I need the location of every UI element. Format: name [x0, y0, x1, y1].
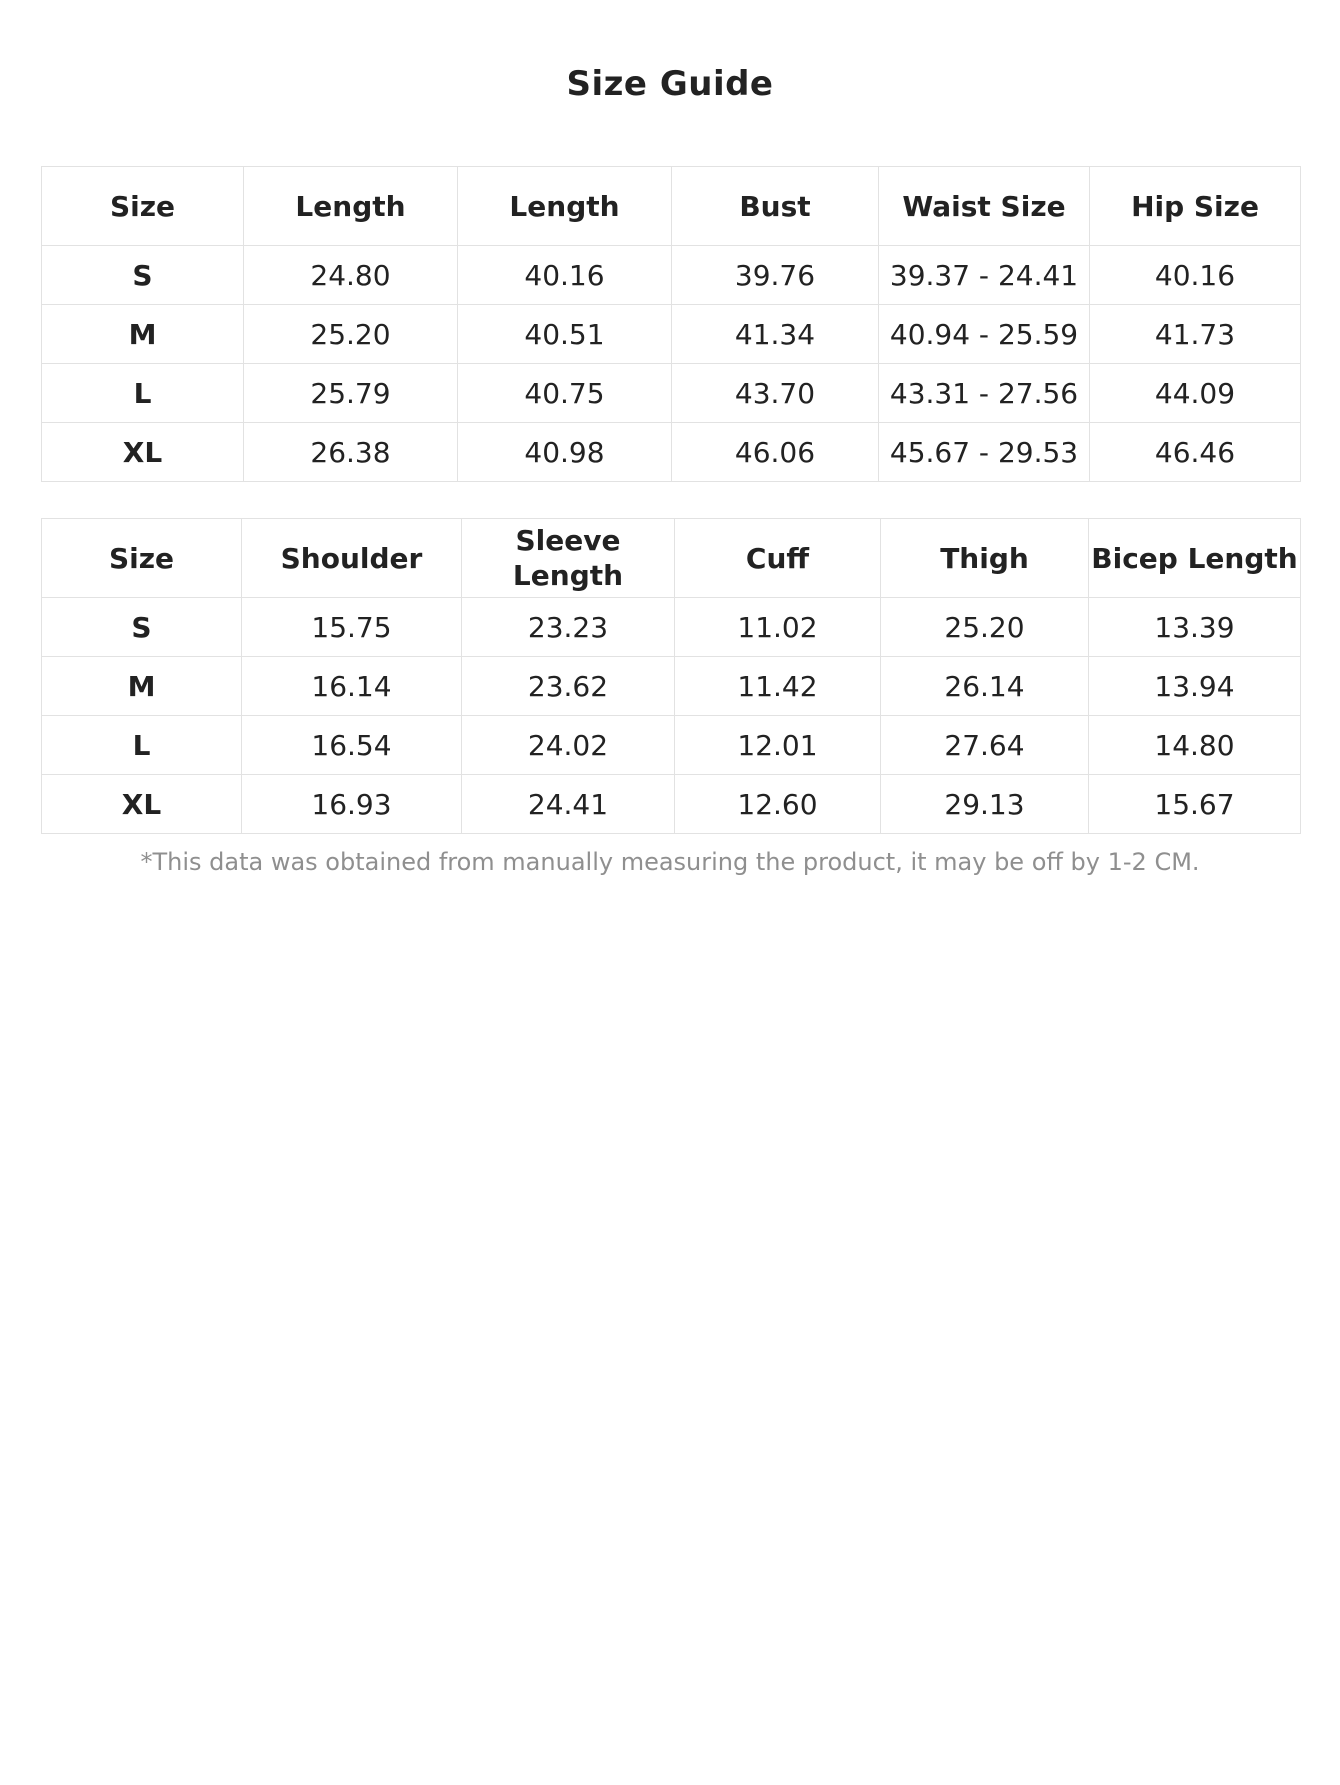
column-header-cuff: Cuff	[675, 519, 881, 598]
column-header-waist-size: Waist Size	[879, 167, 1090, 246]
table-cell: 23.62	[462, 657, 675, 716]
table-cell: 41.73	[1090, 305, 1301, 364]
table-cell: 26.14	[881, 657, 1089, 716]
table-cell: 13.94	[1089, 657, 1301, 716]
table-header-row	[42, 167, 1301, 246]
table-cell: 29.13	[881, 775, 1089, 834]
table-cell: 25.20	[881, 598, 1089, 657]
table-cell: 40.98	[458, 423, 672, 482]
column-header-bicep-length: Bicep Length	[1089, 519, 1301, 598]
table-cell: 39.76	[672, 246, 879, 305]
size-table-main	[41, 166, 1301, 482]
column-header-length-2: Length	[458, 167, 672, 246]
table-cell: 11.02	[675, 598, 881, 657]
table-row	[42, 423, 1301, 482]
table-cell: 16.14	[242, 657, 462, 716]
table-row	[42, 775, 1301, 834]
table-cell: 16.54	[242, 716, 462, 775]
table-row	[42, 246, 1301, 305]
table-cell: 40.16	[1090, 246, 1301, 305]
table-cell: 13.39	[1089, 598, 1301, 657]
table-cell: 46.06	[672, 423, 879, 482]
table-cell: 24.02	[462, 716, 675, 775]
table-cell: 15.75	[242, 598, 462, 657]
table-cell: 46.46	[1090, 423, 1301, 482]
column-header-sleeve-length: Sleeve Length	[462, 519, 675, 598]
size-cell: L	[42, 716, 242, 775]
table-cell: 25.79	[244, 364, 458, 423]
size-cell: S	[42, 598, 242, 657]
size-cell: S	[42, 246, 244, 305]
column-header-bust: Bust	[672, 167, 879, 246]
table-cell: 14.80	[1089, 716, 1301, 775]
table-cell: 11.42	[675, 657, 881, 716]
table-cell: 40.75	[458, 364, 672, 423]
table-cell: 43.70	[672, 364, 879, 423]
table-row	[42, 716, 1301, 775]
table-cell: 45.67 - 29.53	[879, 423, 1090, 482]
size-table-secondary	[41, 518, 1301, 834]
column-header-thigh: Thigh	[881, 519, 1089, 598]
table-cell: 24.41	[462, 775, 675, 834]
table-cell: 15.67	[1089, 775, 1301, 834]
table-row	[42, 305, 1301, 364]
table-row	[42, 657, 1301, 716]
table-header-row	[42, 519, 1301, 598]
table-cell: 25.20	[244, 305, 458, 364]
table-cell: 12.60	[675, 775, 881, 834]
table-cell: 26.38	[244, 423, 458, 482]
column-header-shoulder: Shoulder	[242, 519, 462, 598]
table-cell: 23.23	[462, 598, 675, 657]
table-cell: 12.01	[675, 716, 881, 775]
column-header-length: Length	[244, 167, 458, 246]
size-cell: M	[42, 305, 244, 364]
size-cell: XL	[42, 423, 244, 482]
table-cell: 41.34	[672, 305, 879, 364]
column-header-hip-size: Hip Size	[1090, 167, 1301, 246]
table-row	[42, 364, 1301, 423]
table-row	[42, 598, 1301, 657]
table-cell: 40.16	[458, 246, 672, 305]
page-title: Size Guide	[566, 64, 774, 104]
table-cell: 44.09	[1090, 364, 1301, 423]
table-cell: 39.37 - 24.41	[879, 246, 1090, 305]
table-cell: 40.51	[458, 305, 672, 364]
table-cell: 27.64	[881, 716, 1089, 775]
size-cell: XL	[42, 775, 242, 834]
column-header-size: Size	[42, 167, 244, 246]
table-cell: 43.31 - 27.56	[879, 364, 1090, 423]
table-cell: 40.94 - 25.59	[879, 305, 1090, 364]
table-cell: 16.93	[242, 775, 462, 834]
measurement-disclaimer: *This data was obtained from manually measuring the product, it may be off by 1-2 CM.	[140, 848, 1200, 876]
size-cell: M	[42, 657, 242, 716]
table-cell: 24.80	[244, 246, 458, 305]
column-header-size: Size	[42, 519, 242, 598]
size-cell: L	[42, 364, 244, 423]
